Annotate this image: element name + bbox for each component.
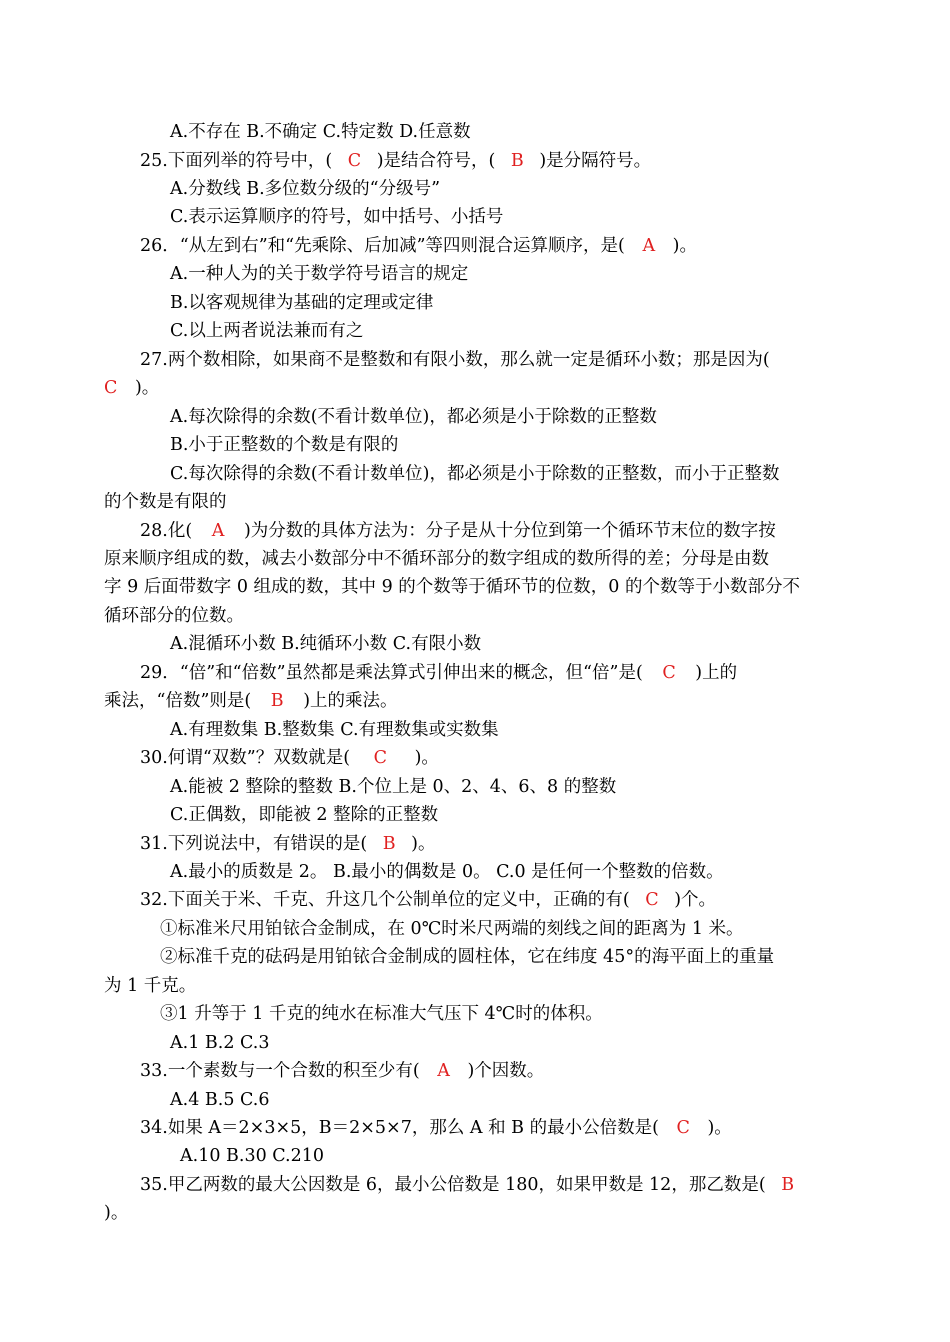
- question-30: [140, 746, 439, 770]
- option-line: [170, 120, 471, 144]
- question-26: [140, 234, 697, 258]
- line-text: )。: [701, 1118, 732, 1138]
- line-text: ①标准米尺用铂铱合金制成，在 0℃时米尺两端的刻线之间的距离为 1 米。: [160, 919, 744, 939]
- line-text: 30.何谓“双数”？双数就是(: [140, 748, 356, 768]
- line-text: 为 1 千克。: [104, 976, 197, 996]
- answer-mark: A: [642, 236, 656, 256]
- question-25: [140, 149, 651, 173]
- question-28-cont: [104, 604, 244, 628]
- answer-mark: B: [510, 151, 524, 171]
- line-text: )。: [409, 748, 439, 768]
- line-text: 27.两个数相除，如果商不是整数和有限小数，那么就一定是循环小数；那是因为(: [140, 350, 770, 370]
- line-text: A.能被 2 整除的整数 B.个位上是 0、2、4、6、8 的整数: [170, 777, 617, 797]
- question-34: [140, 1116, 732, 1140]
- option-line: [170, 632, 481, 656]
- statement-line: [160, 917, 744, 941]
- question-27: [140, 348, 770, 372]
- answer-mark: C: [676, 1118, 690, 1138]
- answer-mark: A: [437, 1061, 450, 1081]
- line-text: 字 9 后面带数字 0 组成的数，其中 9 的个数等于循环节的位数，0 的个数等于小数部分不: [104, 577, 800, 597]
- option-line: [170, 1088, 269, 1112]
- option-line: [170, 405, 657, 429]
- line-text: A.10 B.30 C.210: [180, 1146, 325, 1166]
- line-text: A.有理数集 B.整数集 C.有理数集或实数集: [170, 720, 499, 740]
- line-text: A.分数线 B.多位数分级的“分级号”: [170, 179, 441, 199]
- line-text: 28.化(: [140, 521, 198, 541]
- answer-mark: C: [347, 151, 362, 171]
- answer-mark: A: [211, 521, 225, 541]
- option-line: [170, 718, 499, 742]
- answer-mark: B: [270, 691, 284, 711]
- answer-mark: C: [373, 748, 388, 768]
- line-text: )上的乘法。: [297, 691, 398, 711]
- line-text: 乘法，“倍数”则是(: [104, 691, 257, 711]
- statement-line-cont: [104, 974, 196, 998]
- line-text: C.每次除得的余数(不看计数单位)，都必须是小于除数的正整数，而小于正整数: [170, 464, 780, 484]
- line-text: )。: [405, 834, 436, 854]
- line-text: 33.一个素数与一个合数的积至少有(: [140, 1061, 426, 1081]
- line-text: 26．“从左到右”和“先乘除、后加减”等四则混合运算顺序，是(: [140, 236, 631, 256]
- line-text: 34.如果 A＝2×3×5，B＝2×5×7，那么 A 和 B 的最小公倍数是(: [140, 1118, 665, 1138]
- statement-line: [160, 945, 774, 969]
- question-29-cont: [104, 689, 398, 713]
- line-text: 原来顺序组成的数，减去小数部分中不循环部分的数字组成的数所得的差；分母是由数: [104, 549, 769, 569]
- answer-mark: C: [104, 378, 118, 398]
- question-35: [140, 1173, 794, 1197]
- line-text: B.以客观规律为基础的定理或定律: [170, 293, 434, 313]
- line-text: A.最小的质数是 2。 B.最小的偶数是 0。 C.0 是任何一个整数的倍数。: [170, 862, 724, 882]
- line-text: 25.下面列举的符号中，(: [140, 151, 338, 171]
- line-text: B.小于正整数的个数是有限的: [170, 435, 399, 455]
- answer-mark: C: [645, 890, 659, 910]
- question-31: [140, 832, 436, 856]
- line-text: )上的: [689, 663, 738, 683]
- option-line: [170, 1031, 269, 1055]
- answer-mark: B: [781, 1175, 795, 1195]
- line-text: )个因数。: [461, 1061, 545, 1081]
- option-line: [170, 205, 503, 229]
- line-text: )是分隔符号。: [533, 151, 652, 171]
- answer-mark: C: [662, 663, 676, 683]
- line-text: A.不存在 B.不确定 C.特定数 D.任意数: [170, 122, 471, 142]
- option-line: [170, 319, 363, 343]
- line-text: 的个数是有限的: [104, 492, 227, 512]
- statement-line: [160, 1002, 603, 1026]
- line-text: 循环部分的位数。: [104, 606, 244, 626]
- option-line: [170, 433, 398, 457]
- line-text: ③1 升等于 1 千克的纯水在标准大气压下 4℃时的体积。: [160, 1004, 603, 1024]
- line-text: )。: [129, 378, 160, 398]
- option-line: [170, 462, 779, 486]
- option-line: [170, 860, 724, 884]
- option-line: [180, 1144, 324, 1168]
- question-28-cont: [104, 547, 769, 571]
- line-text: A.一种人为的关于数学符号语言的规定: [170, 264, 469, 284]
- question-33: [140, 1059, 544, 1083]
- line-text: C.正偶数，即能被 2 整除的正整数: [170, 805, 439, 825]
- question-32: [140, 888, 716, 912]
- question-28: [140, 519, 776, 543]
- line-text: C.表示运算顺序的符号，如中括号、小括号: [170, 207, 504, 227]
- line-text: 35.甲乙两数的最大公因数是 6，最小公倍数是 180，如果甲数是 12，那乙数是(: [140, 1175, 772, 1195]
- line-text: 31.下列说法中，有错误的是(: [140, 834, 373, 854]
- option-line: [170, 262, 468, 286]
- line-text: ②标准千克的砝码是用铂铱合金制成的圆柱体，它在纬度 45°的海平面上的重量: [160, 947, 775, 967]
- line-text: 32.下面关于米、千克、升这几个公制单位的定义中，正确的有(: [140, 890, 636, 910]
- line-text: A.每次除得的余数(不看计数单位)，都必须是小于除数的正整数: [170, 407, 657, 427]
- line-text: C.以上两者说法兼而有之: [170, 321, 364, 341]
- question-29: [140, 661, 737, 685]
- question-27-cont: [104, 376, 159, 400]
- question-35-cont: [104, 1201, 128, 1225]
- line-text: )个。: [668, 890, 717, 910]
- line-text: A.混循环小数 B.纯循环小数 C.有限小数: [170, 634, 482, 654]
- line-text: )为分数的具体方法为：分子是从十分位到第一个循环节末位的数字按: [238, 521, 776, 541]
- line-text: )。: [667, 236, 697, 256]
- option-line: [170, 177, 440, 201]
- line-text: )。: [104, 1203, 129, 1223]
- option-line-cont: [104, 490, 227, 514]
- line-text: A.1 B.2 C.3: [170, 1033, 270, 1053]
- line-text: )是结合符号，(: [371, 151, 501, 171]
- question-28-cont: [104, 575, 800, 599]
- option-line: [170, 803, 438, 827]
- line-text: 29．“倍”和“倍数”虽然都是乘法算式引伸出来的概念，但“倍”是(: [140, 663, 649, 683]
- answer-mark: B: [382, 834, 396, 854]
- option-line: [170, 775, 616, 799]
- line-text: A.4 B.5 C.6: [170, 1090, 270, 1110]
- option-line: [170, 291, 433, 315]
